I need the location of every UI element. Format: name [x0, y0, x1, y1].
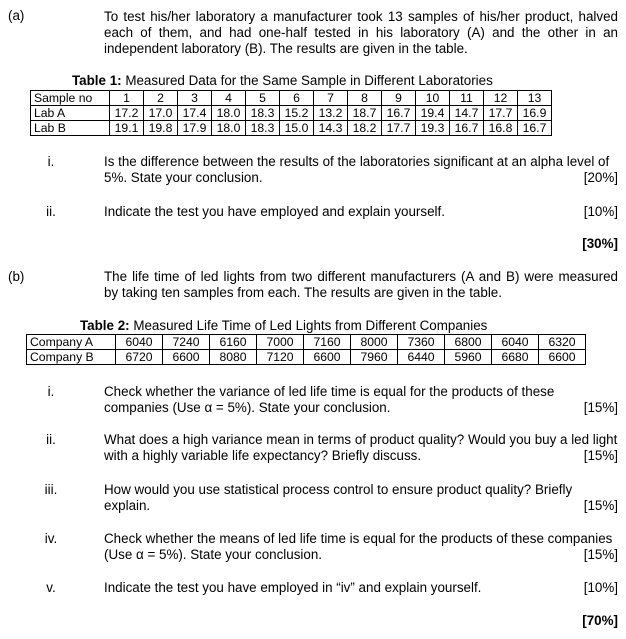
table-row	[31, 91, 552, 106]
table-cell: 7	[314, 91, 348, 106]
table-cell: 17.7	[484, 106, 518, 121]
table-cell: 7240	[163, 335, 210, 350]
table-cell: 6040	[492, 335, 539, 350]
table-cell: 19.8	[144, 121, 178, 136]
table-1	[30, 90, 552, 136]
question-a-ii-text: Indicate the test you have employed and explain yourself.	[104, 204, 445, 219]
table-cell: 8	[348, 91, 382, 106]
question-b-iii-mark: [15%]	[583, 498, 618, 513]
table-cell: 10	[416, 91, 450, 106]
part-a-label: (a)	[8, 8, 25, 23]
question-b-iii-text: How would you use statistical process control to ensure product quality? Briefly explain.	[104, 482, 573, 513]
question-a-ii	[104, 204, 618, 220]
table-cell: 16.7	[382, 106, 416, 121]
question-b-iii-number: iii.	[44, 482, 58, 497]
table-cell: 16.9	[518, 106, 552, 121]
question-b-i-text: Check whether the variance of led life time is equal for the products of these companies (Use α = 5%). State your conclusion.	[104, 384, 555, 415]
table-cell: 6320	[539, 335, 586, 350]
question-b-v-number: v.	[46, 580, 56, 595]
table-cell: 8080	[210, 350, 257, 365]
part-b-label: (b)	[8, 269, 25, 284]
table-cell: 14.7	[450, 106, 484, 121]
table-cell: 17.0	[144, 106, 178, 121]
table-cell: 16.7	[450, 121, 484, 136]
table-cell: 18.2	[348, 121, 382, 136]
table-row	[31, 106, 552, 121]
table-cell: 17.7	[382, 121, 416, 136]
table-1-caption-label: Table 1:	[72, 73, 122, 88]
question-b-ii-number: ii.	[46, 432, 56, 447]
question-a-i-text: Is the difference between the results of the laboratories significant at an alpha level of 5%. State your conclusion.	[104, 154, 610, 185]
table-cell: 2	[144, 91, 178, 106]
table-1-caption-text: Measured Data for the Same Sample in Different Laboratories	[121, 73, 493, 88]
table-cell: 18.3	[246, 121, 280, 136]
part-a-intro: To test his/her laboratory a manufacturer took 13 samples of his/her product, halved each of them, and had one-half tested in his laboratory (A) and the other in an independent laboratory (B). The results are given in the table.	[104, 9, 618, 56]
table-row	[27, 335, 586, 350]
question-b-iv-number: iv.	[44, 531, 58, 546]
part-b-total: [70%]	[582, 613, 618, 628]
table-cell: 7960	[351, 350, 398, 365]
part-b-intro: The life time of led lights from two different manufacturers (A and B) were measured by taking ten samples from each. The results are given in the table.	[104, 269, 618, 300]
table-cell: 15.0	[280, 121, 314, 136]
table-cell: 19.3	[416, 121, 450, 136]
table-cell: 5960	[445, 350, 492, 365]
table-cell: 6440	[398, 350, 445, 365]
question-b-ii-mark: [15%]	[583, 448, 618, 463]
table-cell: 9	[382, 91, 416, 106]
table-cell: 7000	[257, 335, 304, 350]
table-cell: 3	[178, 91, 212, 106]
table-2-caption-label: Table 2:	[80, 318, 130, 333]
question-b-ii	[104, 432, 618, 464]
table-2	[26, 334, 586, 365]
table-cell: 17.2	[110, 106, 144, 121]
row-header-lab-b: Lab B	[31, 121, 110, 136]
question-a-ii-mark: [10%]	[583, 204, 618, 219]
table-cell: 6600	[539, 350, 586, 365]
table-cell: 8000	[351, 335, 398, 350]
table-cell: 16.8	[484, 121, 518, 136]
table-cell: 16.7	[518, 121, 552, 136]
table-cell: 19.1	[110, 121, 144, 136]
table-cell: 4	[212, 91, 246, 106]
question-b-ii-text: What does a high variance mean in terms of product quality? Would you buy a led light with a highly variable life expectancy? Briefly discuss.	[104, 432, 618, 463]
table-cell: 6	[280, 91, 314, 106]
table-cell: 6040	[116, 335, 163, 350]
question-a-ii-number: ii.	[46, 204, 56, 219]
table-cell: 5	[246, 91, 280, 106]
question-b-v	[104, 580, 618, 596]
table-cell: 6600	[304, 350, 351, 365]
table-row	[27, 350, 586, 365]
row-header-company-b: Company B	[27, 350, 116, 365]
table-cell: 6800	[445, 335, 492, 350]
question-b-iv-mark: [15%]	[583, 547, 618, 562]
table-cell: 18.0	[212, 121, 246, 136]
table-cell: 7120	[257, 350, 304, 365]
question-b-iv	[104, 531, 618, 563]
table-cell: 12	[484, 91, 518, 106]
table-cell: 6160	[210, 335, 257, 350]
table-cell: 1	[110, 91, 144, 106]
row-header-company-a: Company A	[27, 335, 116, 350]
table-cell: 14.3	[314, 121, 348, 136]
question-a-i	[104, 154, 618, 186]
table-cell: 17.9	[178, 121, 212, 136]
row-header-lab-a: Lab A	[31, 106, 110, 121]
question-a-i-mark: [20%]	[583, 170, 618, 185]
table-cell: 18.7	[348, 106, 382, 121]
question-b-iii	[104, 482, 618, 514]
table-cell: 18.3	[246, 106, 280, 121]
table-cell: 7160	[304, 335, 351, 350]
question-b-v-text: Indicate the test you have employed in “iv” and explain yourself.	[104, 580, 482, 595]
table-cell: 11	[450, 91, 484, 106]
table-cell: 18.0	[212, 106, 246, 121]
part-a-total: [30%]	[582, 236, 618, 251]
question-b-i-number: i.	[47, 384, 55, 399]
table-cell: 17.4	[178, 106, 212, 121]
table-cell: 13.2	[314, 106, 348, 121]
table-row	[31, 121, 552, 136]
question-b-i-mark: [15%]	[583, 400, 618, 415]
table-cell: 13	[518, 91, 552, 106]
table-cell: 15.2	[280, 106, 314, 121]
question-b-iv-text: Check whether the means of led life time is equal for the products of these companies (Use α = 5%). State your conclusion.	[104, 531, 613, 562]
table-cell: 7360	[398, 335, 445, 350]
row-header-sample-no: Sample no	[31, 91, 110, 106]
table-cell: 6680	[492, 350, 539, 365]
table-cell: 19.4	[416, 106, 450, 121]
question-a-i-number: i.	[47, 154, 55, 169]
table-cell: 6600	[163, 350, 210, 365]
table-2-caption-text: Measured Life Time of Led Lights from Different Companies	[129, 318, 488, 333]
table-cell: 6720	[116, 350, 163, 365]
question-b-v-mark: [10%]	[583, 580, 618, 595]
table-2-caption	[80, 318, 487, 333]
question-b-i	[104, 384, 618, 416]
table-1-caption	[72, 73, 493, 88]
